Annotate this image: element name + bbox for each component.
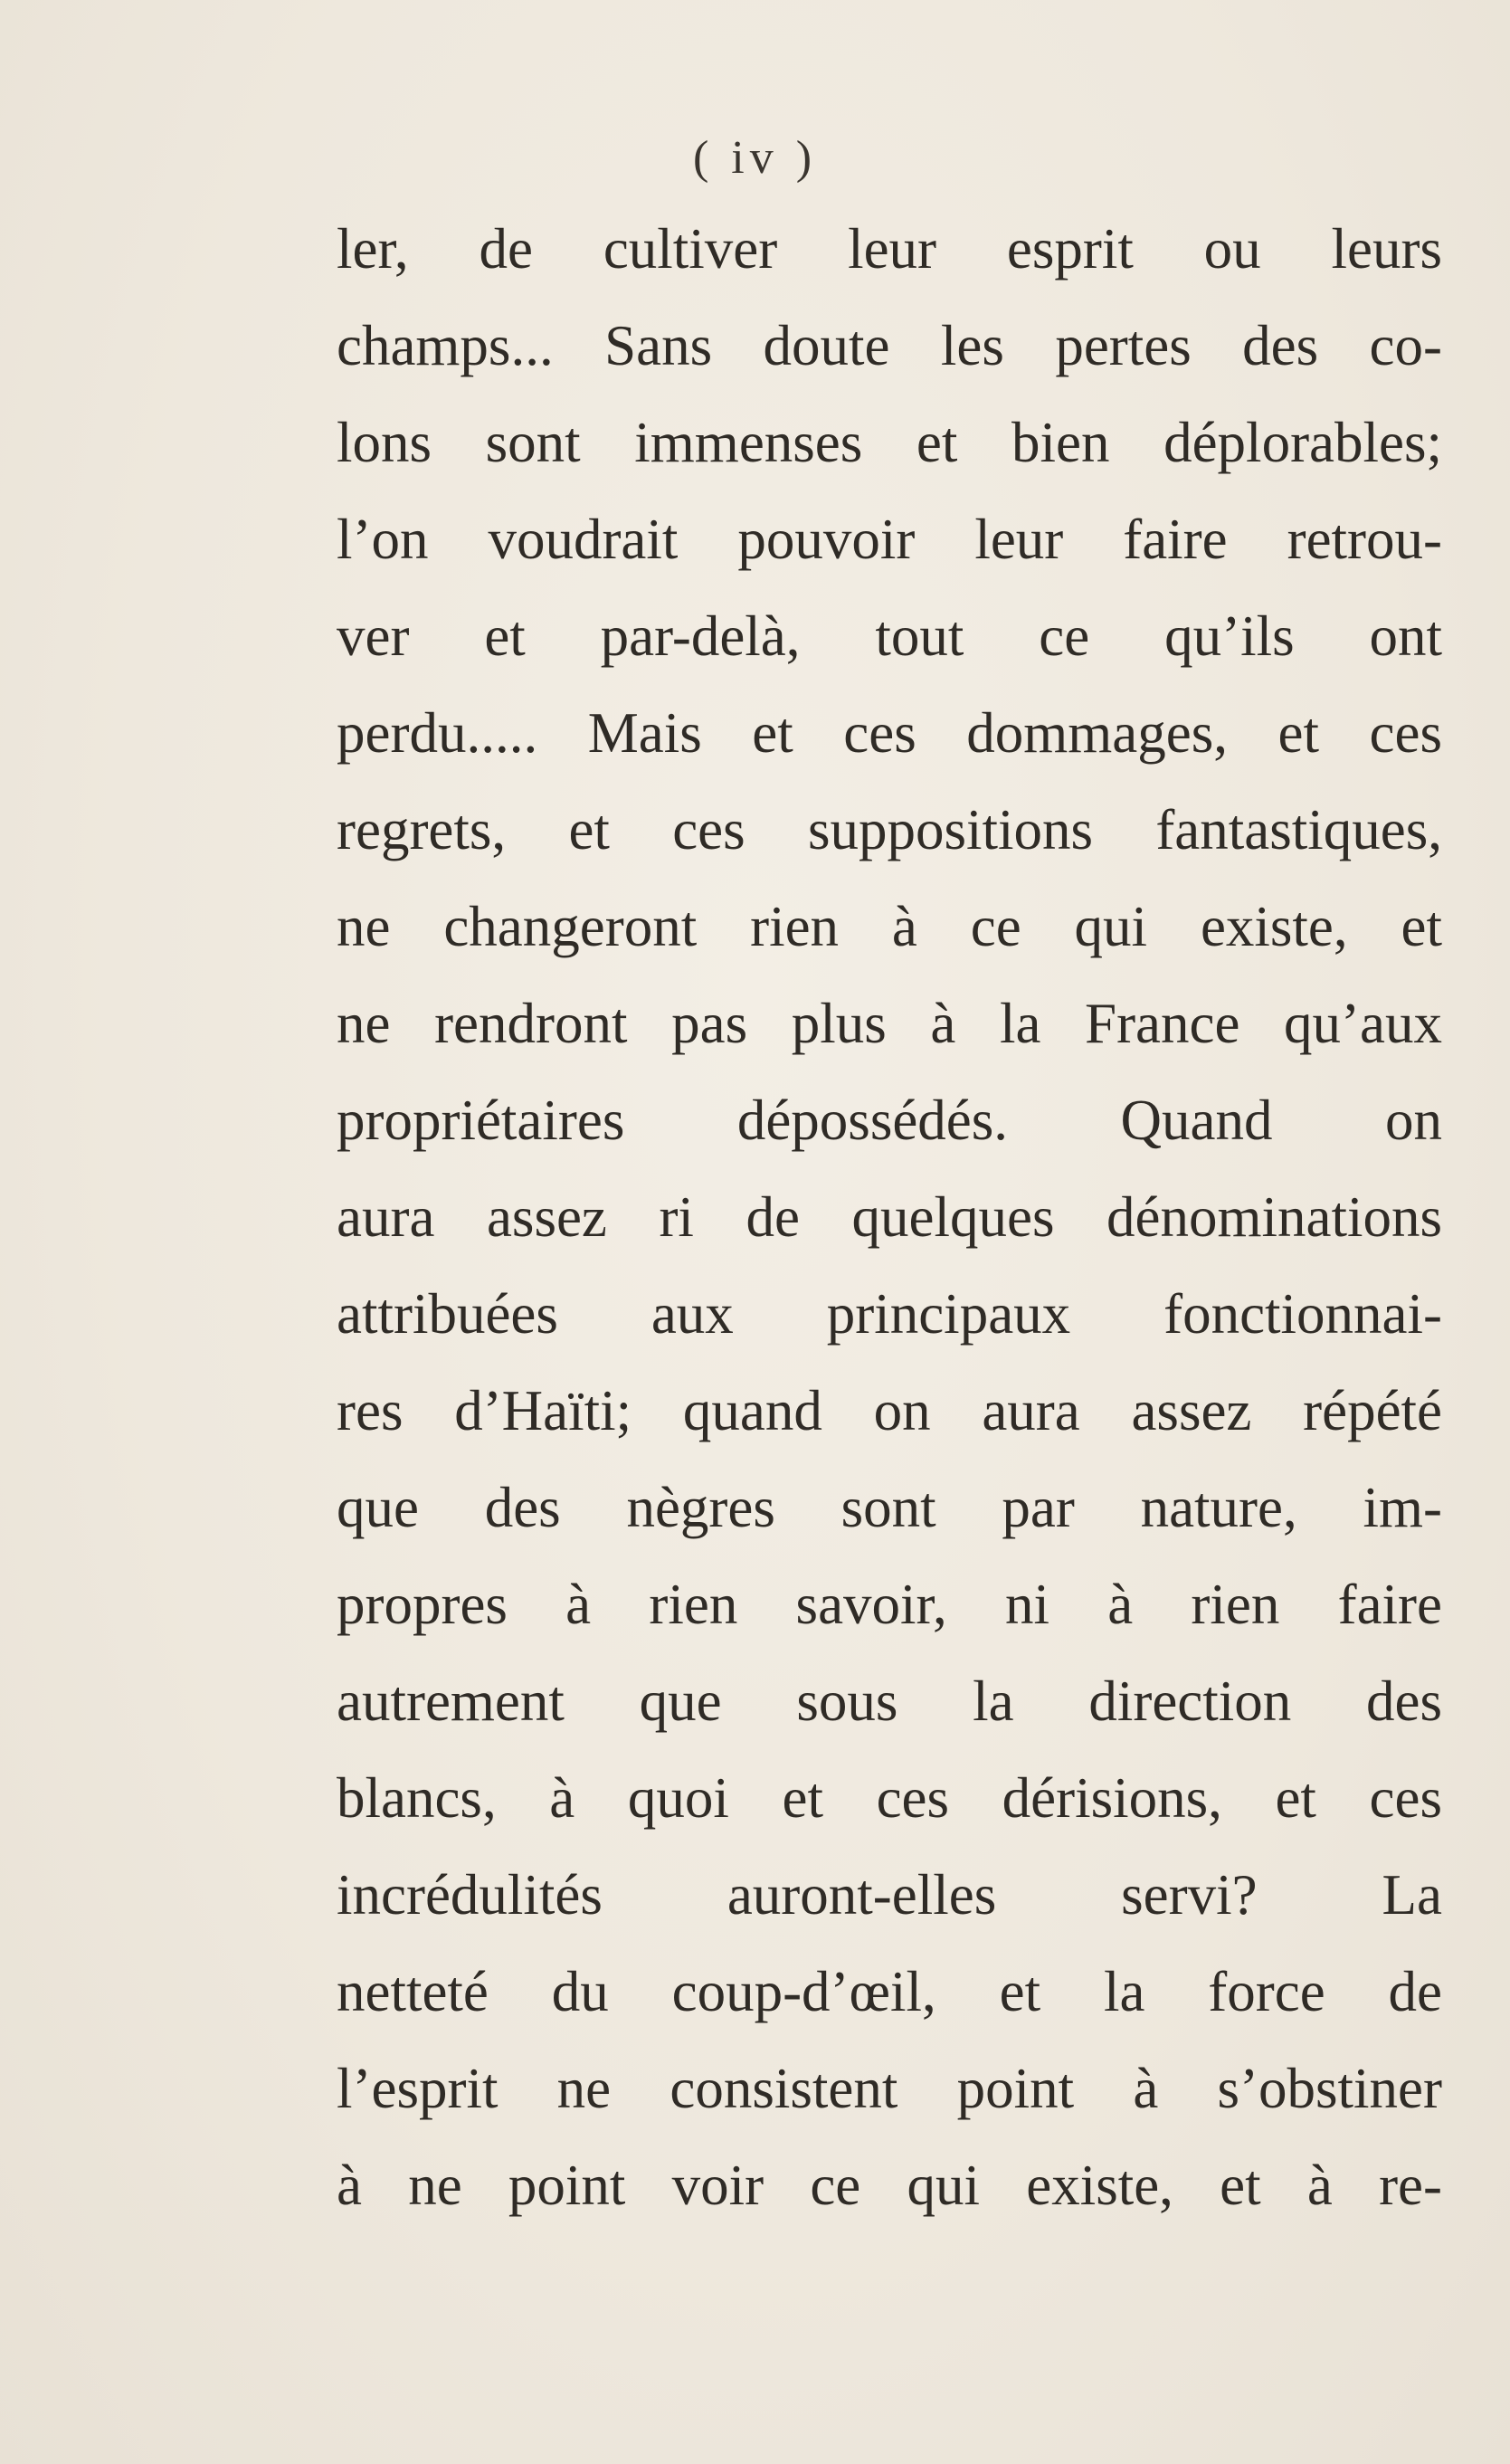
page-number: ( iv ) — [692, 132, 818, 184]
text-line: champs... Sans doute les pertes des co- — [337, 314, 1442, 377]
text-line: attribuées aux principaux fonctionnai- — [337, 1282, 1442, 1346]
text-line: netteté du coup-d’œil, et la force de — [337, 1960, 1442, 2023]
text-line: blancs, à quoi et ces dérisions, et ces — [337, 1766, 1442, 1830]
text-line: ver et par-delà, tout ce qu’ils ont — [337, 604, 1442, 668]
text-line: propres à rien savoir, ni à rien faire — [337, 1573, 1442, 1636]
text-line: autrement que sous la direction des — [337, 1670, 1442, 1733]
text-line: lons sont immenses et bien déplorables; — [337, 411, 1442, 474]
text-line: aura assez ri de quelques dénominations — [337, 1185, 1442, 1249]
text-line: ne rendront pas plus à la France qu’aux — [337, 992, 1442, 1055]
text-line: l’on voudrait pouvoir leur faire retrou- — [337, 508, 1442, 571]
body-text — [337, 201, 1442, 2234]
text-line: à ne point voir ce qui existe, et à re- — [337, 2154, 1442, 2217]
text-line: l’esprit ne consistent point à s’obstiner — [337, 2057, 1442, 2120]
text-line: que des nègres sont par nature, im- — [337, 1476, 1442, 1539]
text-line: incrédulités auront-elles servi? La — [337, 1863, 1442, 1926]
text-line: ler, de cultiver leur esprit ou leurs — [337, 217, 1442, 281]
text-line: propriétaires dépossédés. Quand on — [337, 1089, 1442, 1152]
text-line: regrets, et ces suppositions fantastiques, — [337, 798, 1442, 861]
text-line: res d’Haïti; quand on aura assez répété — [337, 1379, 1442, 1442]
text-line: perdu..... Mais et ces dommages, et ces — [337, 701, 1442, 765]
text-line: ne changeront rien à ce qui existe, et — [337, 895, 1442, 958]
